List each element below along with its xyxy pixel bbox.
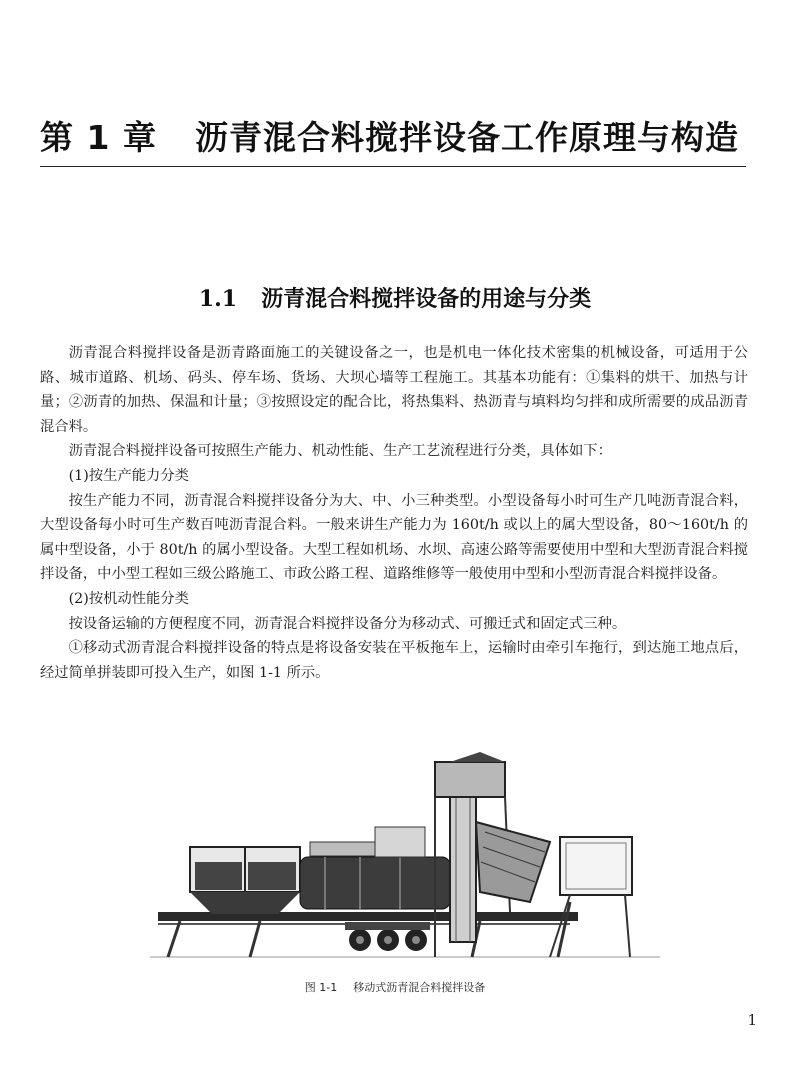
paragraph: 按生产能力不同，沥青混合料搅拌设备分为大、中、小三种类型。小型设备每小时可生产几吨沥青混合料，大型设备每小时可生产数百吨沥青混合料。一般来讲生产能力为 160t/h 或以上的属大型设备，80～160t/h 的属中型设备，小于 80t/h 的属小型设备。大型工程如机场、水坝、高速公路等需要使用中型和大型沥青混合料搅拌设备，中小型工程如三级公路施工、市政公路工程、道路维修等一般使用中型和小型沥青混合料搅拌设备。: [40, 492, 748, 583]
figure-caption-text: 移动式沥青混合料搅拌设备: [353, 981, 486, 994]
chapter-heading: [40, 112, 746, 160]
subheading: (1)按生产能力分类: [68, 467, 189, 484]
page-number: 1: [747, 1011, 757, 1029]
paragraph: 按设备运输的方便程度不同，沥青混合料搅拌设备分为移动式、可搬迁式和固定式三种。: [68, 615, 627, 632]
chapter-title: 沥青混合料搅拌设备工作原理与构造: [194, 118, 739, 157]
mobile-asphalt-plant-figure: [150, 752, 660, 967]
paragraph: 沥青混合料搅拌设备是沥青路面施工的关键设备之一，也是机电一体化技术密集的机械设备，可适用于公路、城市道路、机场、码头、停车场、货场、大坝心墙等工程施工。其基本功能有：①集料的烘干、加热与计量；②沥青的加热、保温和计量；③按照设定的配合比，将热集料、热沥青与填料均匀拌和成所需要的成品沥青混合料。: [40, 345, 748, 435]
section-title: 沥青混合料搅拌设备的用途与分类: [261, 286, 592, 312]
figure-number: 图 1-1: [304, 981, 338, 994]
section-heading: [0, 282, 790, 313]
paragraph: ①移动式沥青混合料搅拌设备的特点是将设备安装在平板拖车上，运输时由牵引车拖行，到达施工地点后，经过简单拼装即可投入生产，如图 1-1 所示。: [40, 640, 748, 681]
paragraph: 沥青混合料搅拌设备可按照生产能力、机动性能、生产工艺流程进行分类，具体如下：: [68, 443, 612, 460]
figure-caption: [0, 979, 790, 995]
chapter-divider: [40, 166, 746, 167]
chapter-number: 第 1 章: [40, 118, 157, 157]
subheading: (2)按机动性能分类: [68, 590, 189, 607]
body-text: [40, 341, 748, 685]
section-number: 1.1: [198, 286, 238, 312]
mobile-asphalt-plant-illustration: [150, 752, 660, 967]
